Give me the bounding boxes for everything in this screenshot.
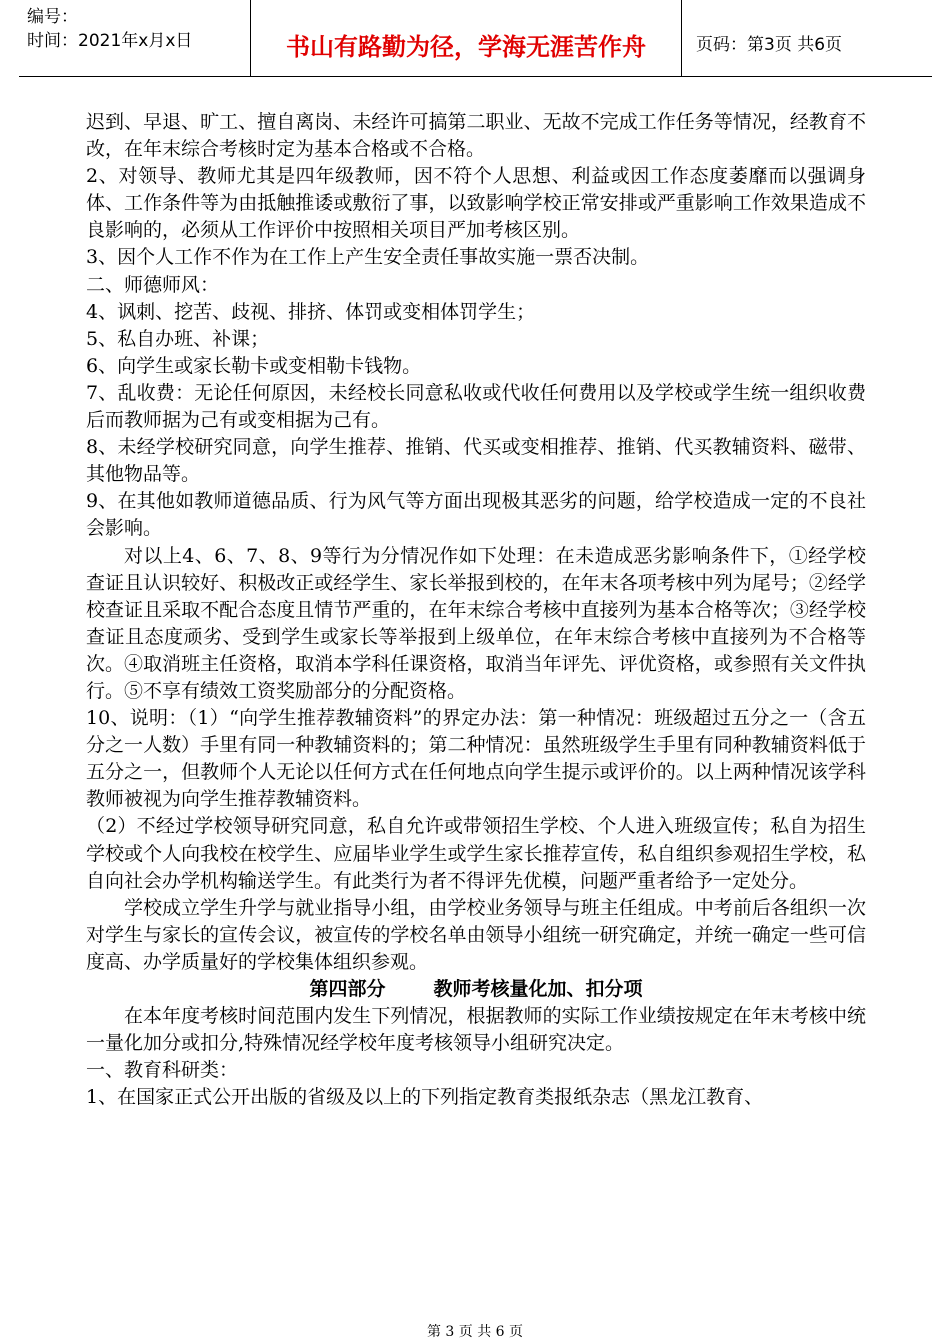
paragraph: 学校成立学生升学与就业指导小组，由学校业务领导与班主任组成。中考前后各组织一次对学生与家长的宣传会议，被宣传的学校名单由领导小组统一研究确定，并统一确定一些可信度高、办学质量好的学校集体组织参观。 bbox=[86, 896, 866, 973]
header-motto-cell bbox=[251, 0, 682, 76]
paragraph: 9、在其他如教师道德品质、行为风气等方面出现极其恶劣的问题，给学校造成一定的不良社会影响。 bbox=[86, 490, 866, 540]
paragraph: 在本年度考核时间范围内发生下列情况，根据教师的实际工作业绩按规定在年末考核中统一量化加分或扣分,特殊情况经学校年度考核领导小组研究决定。 bbox=[86, 1005, 866, 1055]
subsection-title: 一、教育科研类： bbox=[86, 1059, 239, 1082]
paragraph: 迟到、早退、旷工、擅自离岗、未经许可搞第二职业、无故不完成工作任务等情况，经教育不改，在年末综合考核时定为基本合格或不合格。 bbox=[86, 111, 866, 161]
page-footer: 第 3 页 共 6 页 bbox=[426, 1324, 524, 1340]
section-heading-title: 教师考核量化加、扣分项 bbox=[433, 978, 643, 1000]
paragraph: （2）不经过学校领导研究同意，私自允许或带领招生学校、个人进入班级宣传；私自为招生学校或个人向我校在校学生、应届毕业学生或学生家长推荐宣传，私自组织参观招生学校，私自向社会办学机构输送学生。有此类行为者不得评先优模，问题严重者给予一定处分。 bbox=[86, 815, 866, 892]
paragraph: 对以上4、6、7、8、9等行为分情况作如下处理：在未造成恶劣影响条件下，①经学校查证且认识较好、积极改正或经学生、家长举报到校的，在年末各项考核中列为尾号；②经学校查证且采取不配合态度且情节严重的，在年末综合考核中直接列为基本合格等次；③经学校查证且态度顽劣、受到学生或家长等举报到上级单位，在年末综合考核中直接列为不合格等次。④取消班主任资格，取消本学科任课资格，取消当年评先、评优资格，或参照有关文件执行。⑤不享有绩效工资奖励部分的分配资格。 bbox=[86, 544, 866, 702]
section-heading-part: 第四部分 bbox=[309, 978, 386, 1000]
page-header bbox=[19, 0, 932, 77]
header-info-cell bbox=[19, 0, 251, 76]
header-page-cell bbox=[682, 0, 932, 76]
header-page-number: 页码：第3页 共6页 bbox=[696, 35, 843, 55]
header-motto: 书山有路勤为径，学海无涯苦作舟 bbox=[286, 33, 646, 61]
paragraph: 5、私自办班、补课； bbox=[86, 327, 270, 350]
section-heading bbox=[86, 976, 866, 1003]
paragraph: 10、说明：（1）“向学生推荐教辅资料”的界定办法：第一种情况：班级超过五分之一（含五分之一人数）手里有同一种教辅资料的；第二种情况：虽然班级学生手里有同种教辅资料低于五分之一，但教师个人无论以任何方式在任何地点向学生提示或评价的。以上两种情况该学科教师被视为向学生推荐教辅资料。 bbox=[86, 707, 866, 811]
document-body bbox=[86, 109, 866, 1111]
subsection-title: 二、师德师风： bbox=[86, 273, 220, 296]
document-date-label: 时间：2021年x月x日 bbox=[27, 31, 193, 51]
paragraph: 7、乱收费：无论任何原因，未经校长同意私收或代收任何费用以及学校或学生统一组织收费后而教师据为己有或变相据为己有。 bbox=[86, 381, 866, 432]
paragraph: 2、对领导、教师尤其是四年级教师，因不符个人思想、利益或因工作态度萎靡而以强调身体、工作条件等为由抵触推诿或敷衍了事，以致影响学校正常安排或严重影响工作效果造成不良影响的，必须从工作评价中按照相关项目严加考核区别。 bbox=[86, 165, 866, 242]
paragraph: 4、讽刺、挖苦、歧视、排挤、体罚或变相体罚学生； bbox=[86, 300, 536, 323]
document-number-label: 编号： bbox=[27, 7, 78, 27]
paragraph: 1、在国家正式公开出版的省级及以上的下列指定教育类报纸杂志（黑龙江教育、 bbox=[86, 1086, 764, 1109]
paragraph: 3、因个人工作不作为在工作上产生安全责任事故实施一票否决制。 bbox=[86, 246, 650, 269]
paragraph: 8、未经学校研究同意，向学生推荐、推销、代买或变相推荐、推销、代买教辅资料、磁带、其他物品等。 bbox=[86, 436, 866, 486]
paragraph: 6、向学生或家长勒卡或变相勒卡钱物。 bbox=[86, 354, 422, 377]
